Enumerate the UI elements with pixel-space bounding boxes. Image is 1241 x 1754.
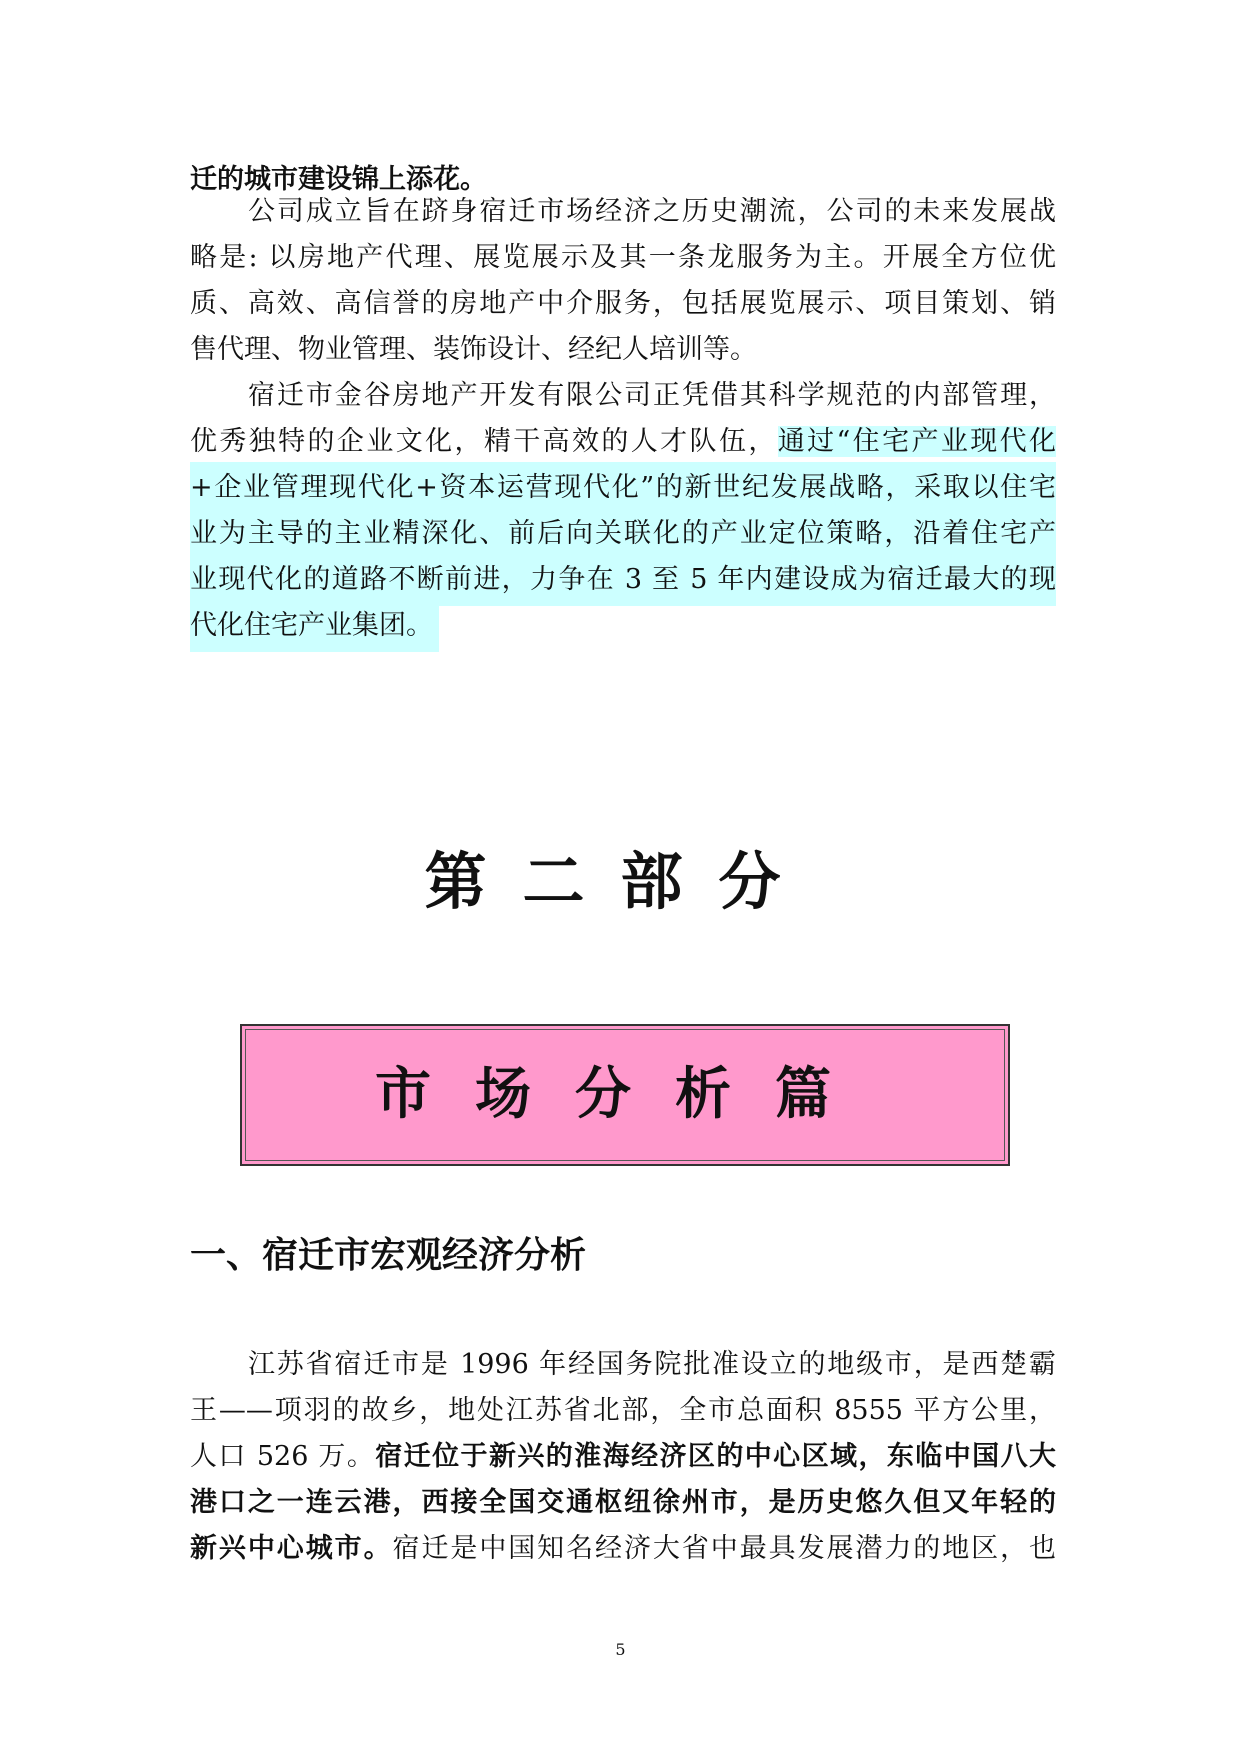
page-number: 5 <box>615 1640 626 1659</box>
banner-title: 市场分析篇 <box>375 1062 875 1127</box>
highlighted-text: 业现代化的道路不断前进，力争在 3 至 5 年内建设成为宿迁最大的现 <box>190 564 1056 595</box>
text-line <box>190 600 1056 652</box>
text-line <box>190 186 1056 238</box>
text-line <box>190 232 1056 284</box>
paragraph-text: 宿迁是中国知名经济大省中最具发展潜力的地区，也 <box>392 1533 1057 1564</box>
highlighted-line <box>190 508 1056 560</box>
bold-text: 港口之一连云港，西接全国交通枢纽徐州市，是历史悠久但又年轻的 <box>190 1487 1056 1518</box>
bold-text: 迁的城市建设锦上添花。 <box>190 164 487 195</box>
text-line <box>190 1431 1056 1483</box>
text-line <box>190 1385 1056 1437</box>
paragraph-text: 江苏省宿迁市是 1996 年经国务院批准设立的地级市，是西楚霸 <box>248 1349 1056 1380</box>
paragraph-text: 质、高效、高信誉的房地产中介服务，包括展览展示、项目策划、销 <box>190 288 1056 319</box>
text-line <box>190 416 1056 468</box>
highlighted-text: +企业管理现代化+资本运营现代化”的新世纪发展战略，采取以住宅 <box>190 472 1056 503</box>
paragraph-text: 公司成立旨在跻身宿迁市场经济之历史潮流，公司的未来发展战 <box>248 196 1056 227</box>
bold-text: 新兴中心城市。 <box>190 1533 393 1564</box>
highlighted-text: 业为主导的主业精深化、前后向关联化的产业定位策略，沿着住宅产 <box>190 518 1056 549</box>
paragraph-text: 宿迁市金谷房地产开发有限公司正凭借其科学规范的内部管理， <box>248 380 1056 411</box>
section-heading: 一、宿迁市宏观经济分析 <box>190 1235 587 1276</box>
highlighted-text: 代化住宅产业集团。 <box>190 600 439 652</box>
part-title: 第二部分 <box>424 845 817 918</box>
text-line <box>190 1339 1056 1391</box>
text-line <box>190 1523 1056 1575</box>
paragraph-text: 优秀独特的企业文化，精干高效的人才队伍， <box>190 426 778 457</box>
highlighted-line <box>190 462 1056 514</box>
text-line <box>190 1477 1056 1529</box>
paragraph-text: 略是: 以房地产代理、展览展示及其一条龙服务为主。开展全方位优 <box>190 242 1056 273</box>
text-line <box>190 278 1056 330</box>
section-banner <box>240 1024 1010 1166</box>
paragraph-text: 售代理、物业管理、装饰设计、经纪人培训等。 <box>190 334 757 365</box>
paragraph-text: 王——项羽的故乡，地处江苏省北部，全市总面积 8555 平方公里， <box>190 1395 1056 1426</box>
paragraph-text: 人口 526 万。 <box>190 1441 376 1472</box>
text-line <box>190 324 1056 376</box>
highlighted-text: 通过“住宅产业现代化 <box>777 426 1056 457</box>
highlighted-line <box>190 554 1056 606</box>
text-line <box>190 370 1056 422</box>
bold-text: 宿迁位于新兴的淮海经济区的中心区域，东临中国八大 <box>375 1441 1057 1472</box>
